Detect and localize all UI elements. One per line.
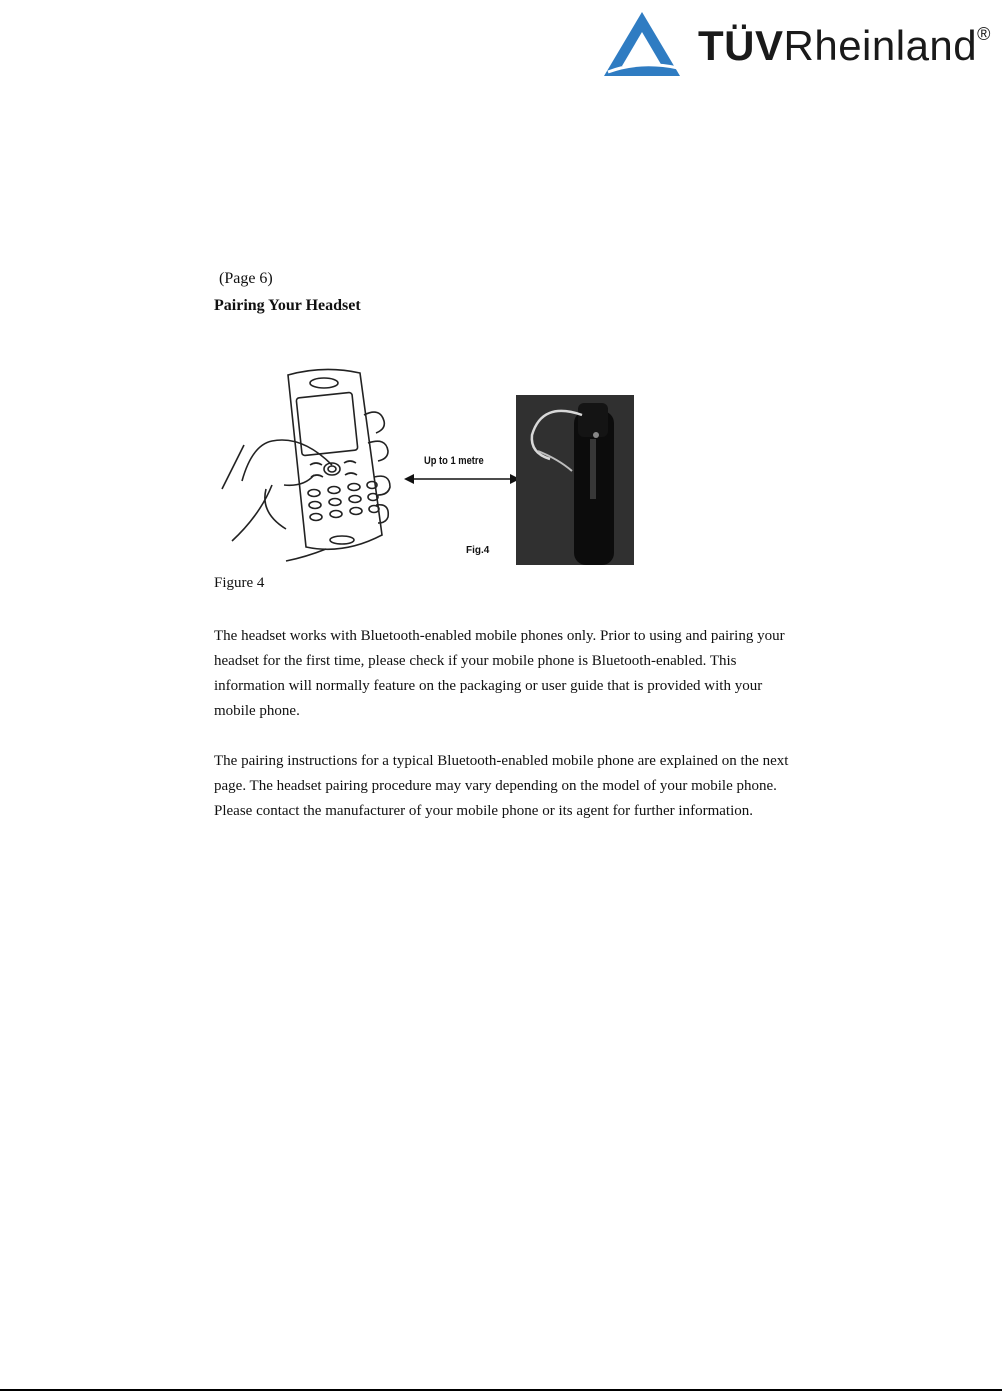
headset-photo: [516, 395, 634, 565]
registered-mark: ®: [977, 24, 991, 44]
figure-number: Fig.4: [466, 545, 490, 556]
paragraph-pairing-instructions: The pairing instructions for a typical Bluetooth-enabled mobile phone are explained on the next page. The headset pairing procedure may vary depending on the model of your mobile phone. Please contact the manufacturer of your mobile phone or its agent for further information.: [214, 753, 789, 819]
paragraph-compatibility: The headset works with Bluetooth-enabled mobile phones only. Prior to using and pairing your headset for the first time, please check if your mobile phone is Bluetooth-enabled. This information will normally feature on the packaging or user guide that is provided with your mobile phone.: [214, 628, 785, 719]
tuv-triangle-icon: [600, 8, 684, 80]
distance-label: Up to 1 metre: [424, 455, 484, 467]
figure-4: [214, 365, 654, 575]
phone-in-hand-illustration: [214, 365, 414, 575]
figure-caption: Figure 4: [214, 575, 265, 591]
distance-arrow: [404, 469, 524, 489]
page-label: (Page 6): [219, 270, 273, 287]
logo-wordmark: [698, 22, 991, 70]
logo-brand-suffix: Rheinland: [783, 22, 978, 69]
section-heading: Pairing Your Headset: [214, 297, 361, 314]
logo-brand-prefix: TÜV: [698, 22, 784, 69]
tuv-rheinland-logo: [600, 8, 1000, 80]
